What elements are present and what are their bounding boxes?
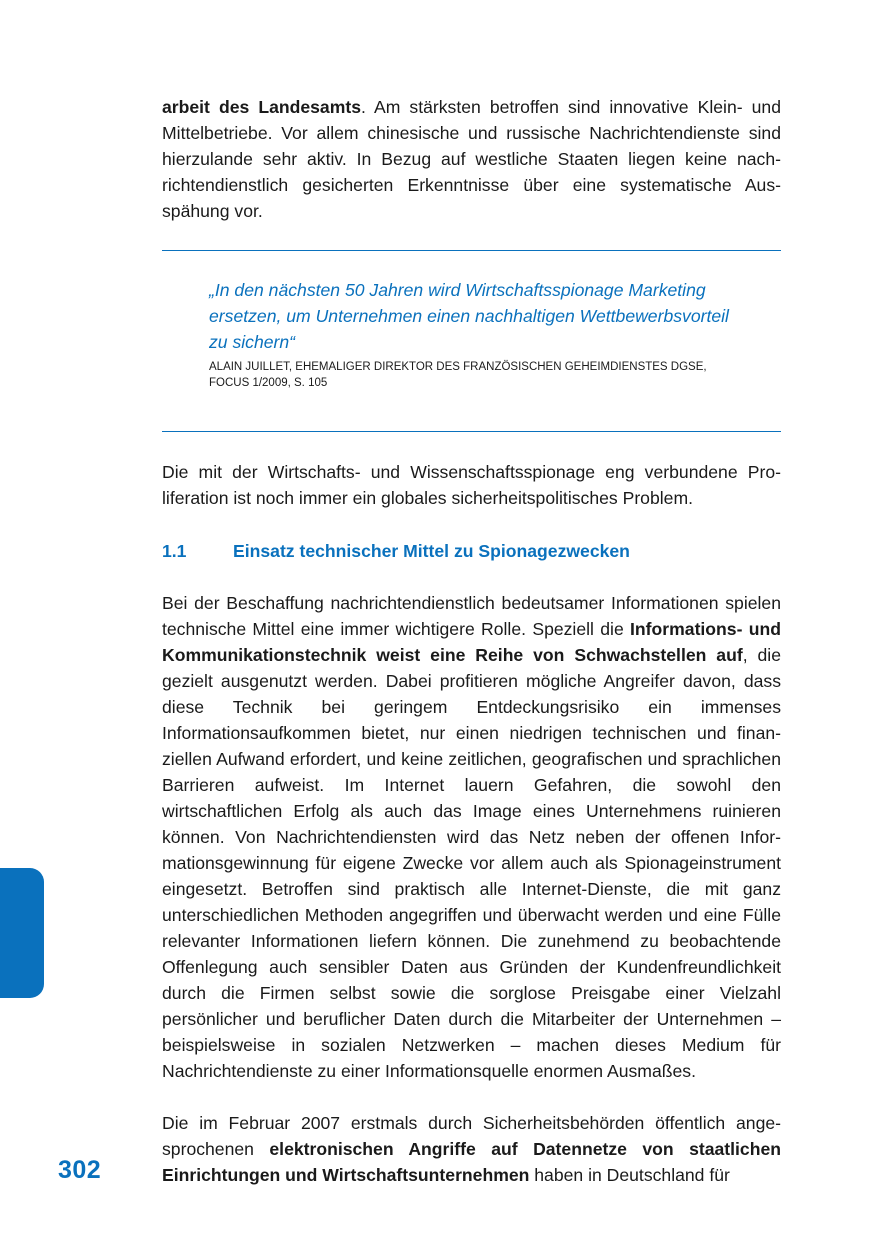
pull-quote: „In den nächsten 50 Jahren wird Wirtschaftsspionage Marketing ersetzen, um Unternehmen einen nachhaltigen Wettbewerbsvorteil zu sichern“: [209, 280, 729, 352]
section-title: Einsatz technischer Mittel zu Spionagezwecken: [233, 541, 630, 561]
section-number: 1.1: [162, 541, 187, 561]
quote-source: [209, 359, 769, 391]
quote-source-line-2: FOCUS 1/2009, S. 105: [209, 377, 328, 389]
paragraph-intro-bold: arbeit des Landesamts: [162, 97, 361, 117]
page-number: 302: [58, 1156, 102, 1184]
paragraph-intro-text: . Am stärksten betroffen sind innovative Klein- und Mittelbetriebe. Vor allem chinesische und russische Nachrichtendienste sind hierzulande sehr aktiv. In Bezug auf westliche Staaten liegen keine nachrichtendienstlich gesicherten Erkenntnisse über eine systematische Ausspähung vor.: [162, 97, 781, 221]
chapter-tab-marker: [0, 868, 44, 998]
paragraph-proliferation: Die mit der Wirtschafts- und Wissenschaftsspionage eng verbundene Proliferation ist noch immer ein globales sicherheitspolitisches Problem.: [162, 462, 781, 508]
quote-source-line-1: ALAIN JUILLET, EHEMALIGER DIREKTOR DES FRANZÖSISCHEN GEHEIMDIENSTES DGSE,: [209, 361, 707, 373]
paragraph-technical-means: [162, 590, 781, 1084]
quote-bottom-divider: [162, 431, 781, 432]
section-heading: [162, 539, 781, 563]
paragraph-technical-means-bold: Informations- und Kommunikationstechnik weist eine Reihe von Schwachstellen auf: [162, 619, 782, 665]
paragraph-electronic-attacks: [162, 1110, 781, 1188]
paragraph-technical-means-text-b: , die gezielt ausgenutzt werden. Dabei profitieren mögliche Angreifer davon, dass diese Technik bei geringem Entdeckungsrisiko ein immenses Informationsaufkommen bietet, nur einen niedrigen technischen und finanziellen Aufwand erfordert, und keine zeitlichen, geografischen und sprachlichen Barrieren aufweist. Im Internet lauern Gefahren, die sowohl den wirtschaftlichen Erfolg als auch das Image eines Unternehmens ruinieren können. Von Nachrichtendiensten wird das Netz neben der offenen Informationsgewinnung für eigene Zwecke vor allem auch als Spionageinstrument eingesetzt. Betroffen sind praktisch alle Internet-Dienste, die mit ganz unterschiedlichen Methoden angegriffen und überwacht werden und eine Fülle relevanter Informationen liefern können. Die zunehmend zu beobachtende Offenlegung auch sensibler Daten aus Gründen der Kundenfreundlichkeit durch die Firmen selbst sowie die sorglose Preisgabe einer Vielzahl persönlicher und beruflicher Daten durch die Mitarbeiter der Unternehmen – beispielsweise in sozialen Netzwerken – machen dieses Medium für Nachrichtendienste zu einer Informationsquelle enormen Ausmaßes.: [162, 645, 781, 1081]
paragraph-technical-means-text-a: Bei der Beschaffung nachrichtendienstlich bedeutsamer Informationen spielen technische Mittel eine immer wichtigere Rolle. Speziell die: [162, 593, 781, 639]
quote-top-divider: [162, 250, 781, 251]
paragraph-electronic-attacks-bold: elektronischen Angriffe auf Datennetze von staatlichen Einrichtungen und Wirtschaftsunternehmen: [162, 1139, 781, 1185]
paragraph-intro: [162, 94, 781, 224]
paragraph-electronic-attacks-text-a: Die im Februar 2007 erstmals durch Sicherheitsbehörden öffentlich angesprochenen: [162, 1113, 781, 1159]
paragraph-electronic-attacks-text-b: haben in Deutschland für: [529, 1165, 730, 1185]
